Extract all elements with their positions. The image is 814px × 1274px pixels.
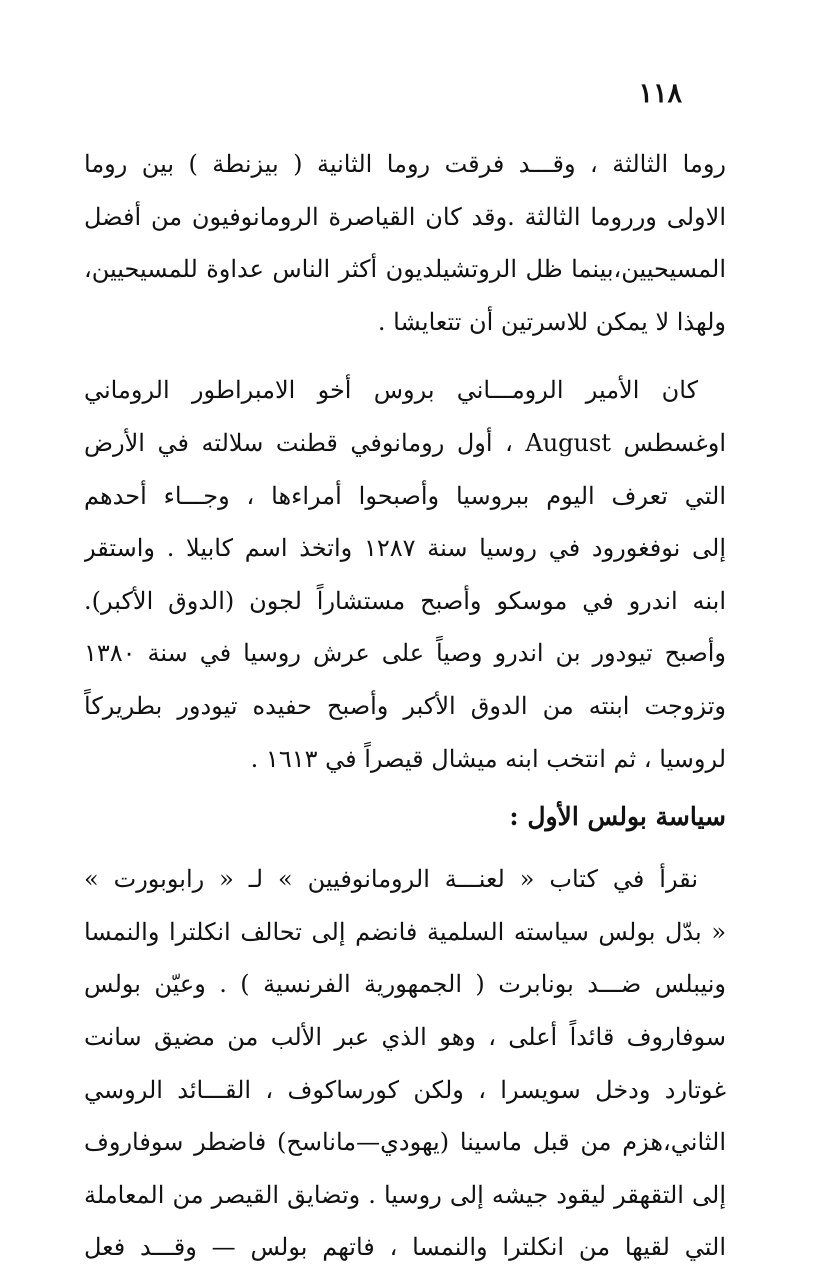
paragraph-3 <box>84 853 726 1274</box>
text-line: التي لقيها من انكلترا والنمسا ، فاتهم بولس — وقـــد فعل <box>84 1233 726 1262</box>
text-line: الاولى ورروما الثالثة .وقد كان القياصرة الرومانوفيون من أفضل <box>84 202 726 231</box>
paragraph-spacer <box>84 348 726 364</box>
text-line: وتزوجت ابنته من الدوق الأكبر وأصبح حفيده تيودور بطريركاً <box>84 691 726 720</box>
text-line: لروسيا ، ثم انتخب ابنه ميشال قيصراً في ١٦١٣ . <box>250 744 726 773</box>
text-line: غوتارد ودخل سويسرا ، ولكن كورساكوف ، القـــائد الروسي <box>84 1075 726 1104</box>
text-line: اوغسطس August ، أول رومانوفي قطنت سلالته في الأرض <box>84 428 726 457</box>
text-line: وأصبح تيودور بن اندرو وصياً على عرش روسيا في سنة ١٣٨٠ <box>84 639 726 668</box>
text-line: التي تعرف اليوم ببروسيا وأصبحوا أمراءها ، وجـــاء أحدهم <box>84 481 726 510</box>
text-line: ولهذا لا يمكن للاسرتين أن تتعايشا . <box>377 307 726 336</box>
text-line: إلى نوفغورود في روسيا سنة ١٢٨٧ واتخذ اسم كابيلا . واستقر <box>84 534 726 563</box>
text-line: « بدّل بولس سياسته السلمية فانضم إلى تحالف انكلترا والنمسا <box>84 917 726 946</box>
text-line: ونيبلس ضـــد بونابرت ( الجمهورية الفرنسية ) . وعيّن بولس <box>84 970 726 999</box>
text-line: سوفاروف قائداً أعلى ، وهو الذي عبر الألب من مضيق سانت <box>84 1022 726 1051</box>
body-text <box>84 138 726 1274</box>
paragraph-1 <box>84 138 726 348</box>
text-line: إلى التقهقر ليقود جيشه إلى روسيا . وتضايق القيصر من المعاملة <box>84 1180 726 1209</box>
section-heading: سياسة بولس الأول : <box>509 802 726 832</box>
text-line: نقرأ في كتاب « لعنـــة الرومانوفيين » لـ « رابوبورت » <box>84 865 698 894</box>
page-number: ١١٨ <box>638 78 682 109</box>
text-line: الثاني،هزم من قبل ماسينا (يهودي—ماناسح) فاضطر سوفاروف <box>84 1128 726 1157</box>
text-line: ابنه اندرو في موسكو وأصبح مستشاراً لجون (الدوق الأكبر). <box>84 586 726 615</box>
text-line: المسيحيين،بينما ظل الروتشيلديون أكثر الناس عداوة للمسيحيين، <box>84 255 726 284</box>
paragraph-2 <box>84 364 726 785</box>
text-line: كان الأمير الرومـــاني بروس أخو الامبراطور الروماني <box>84 376 698 405</box>
text-line: روما الثالثة ، وقـــد فرقت روما الثانية ( بيزنطة ) بين روما <box>84 150 726 178</box>
